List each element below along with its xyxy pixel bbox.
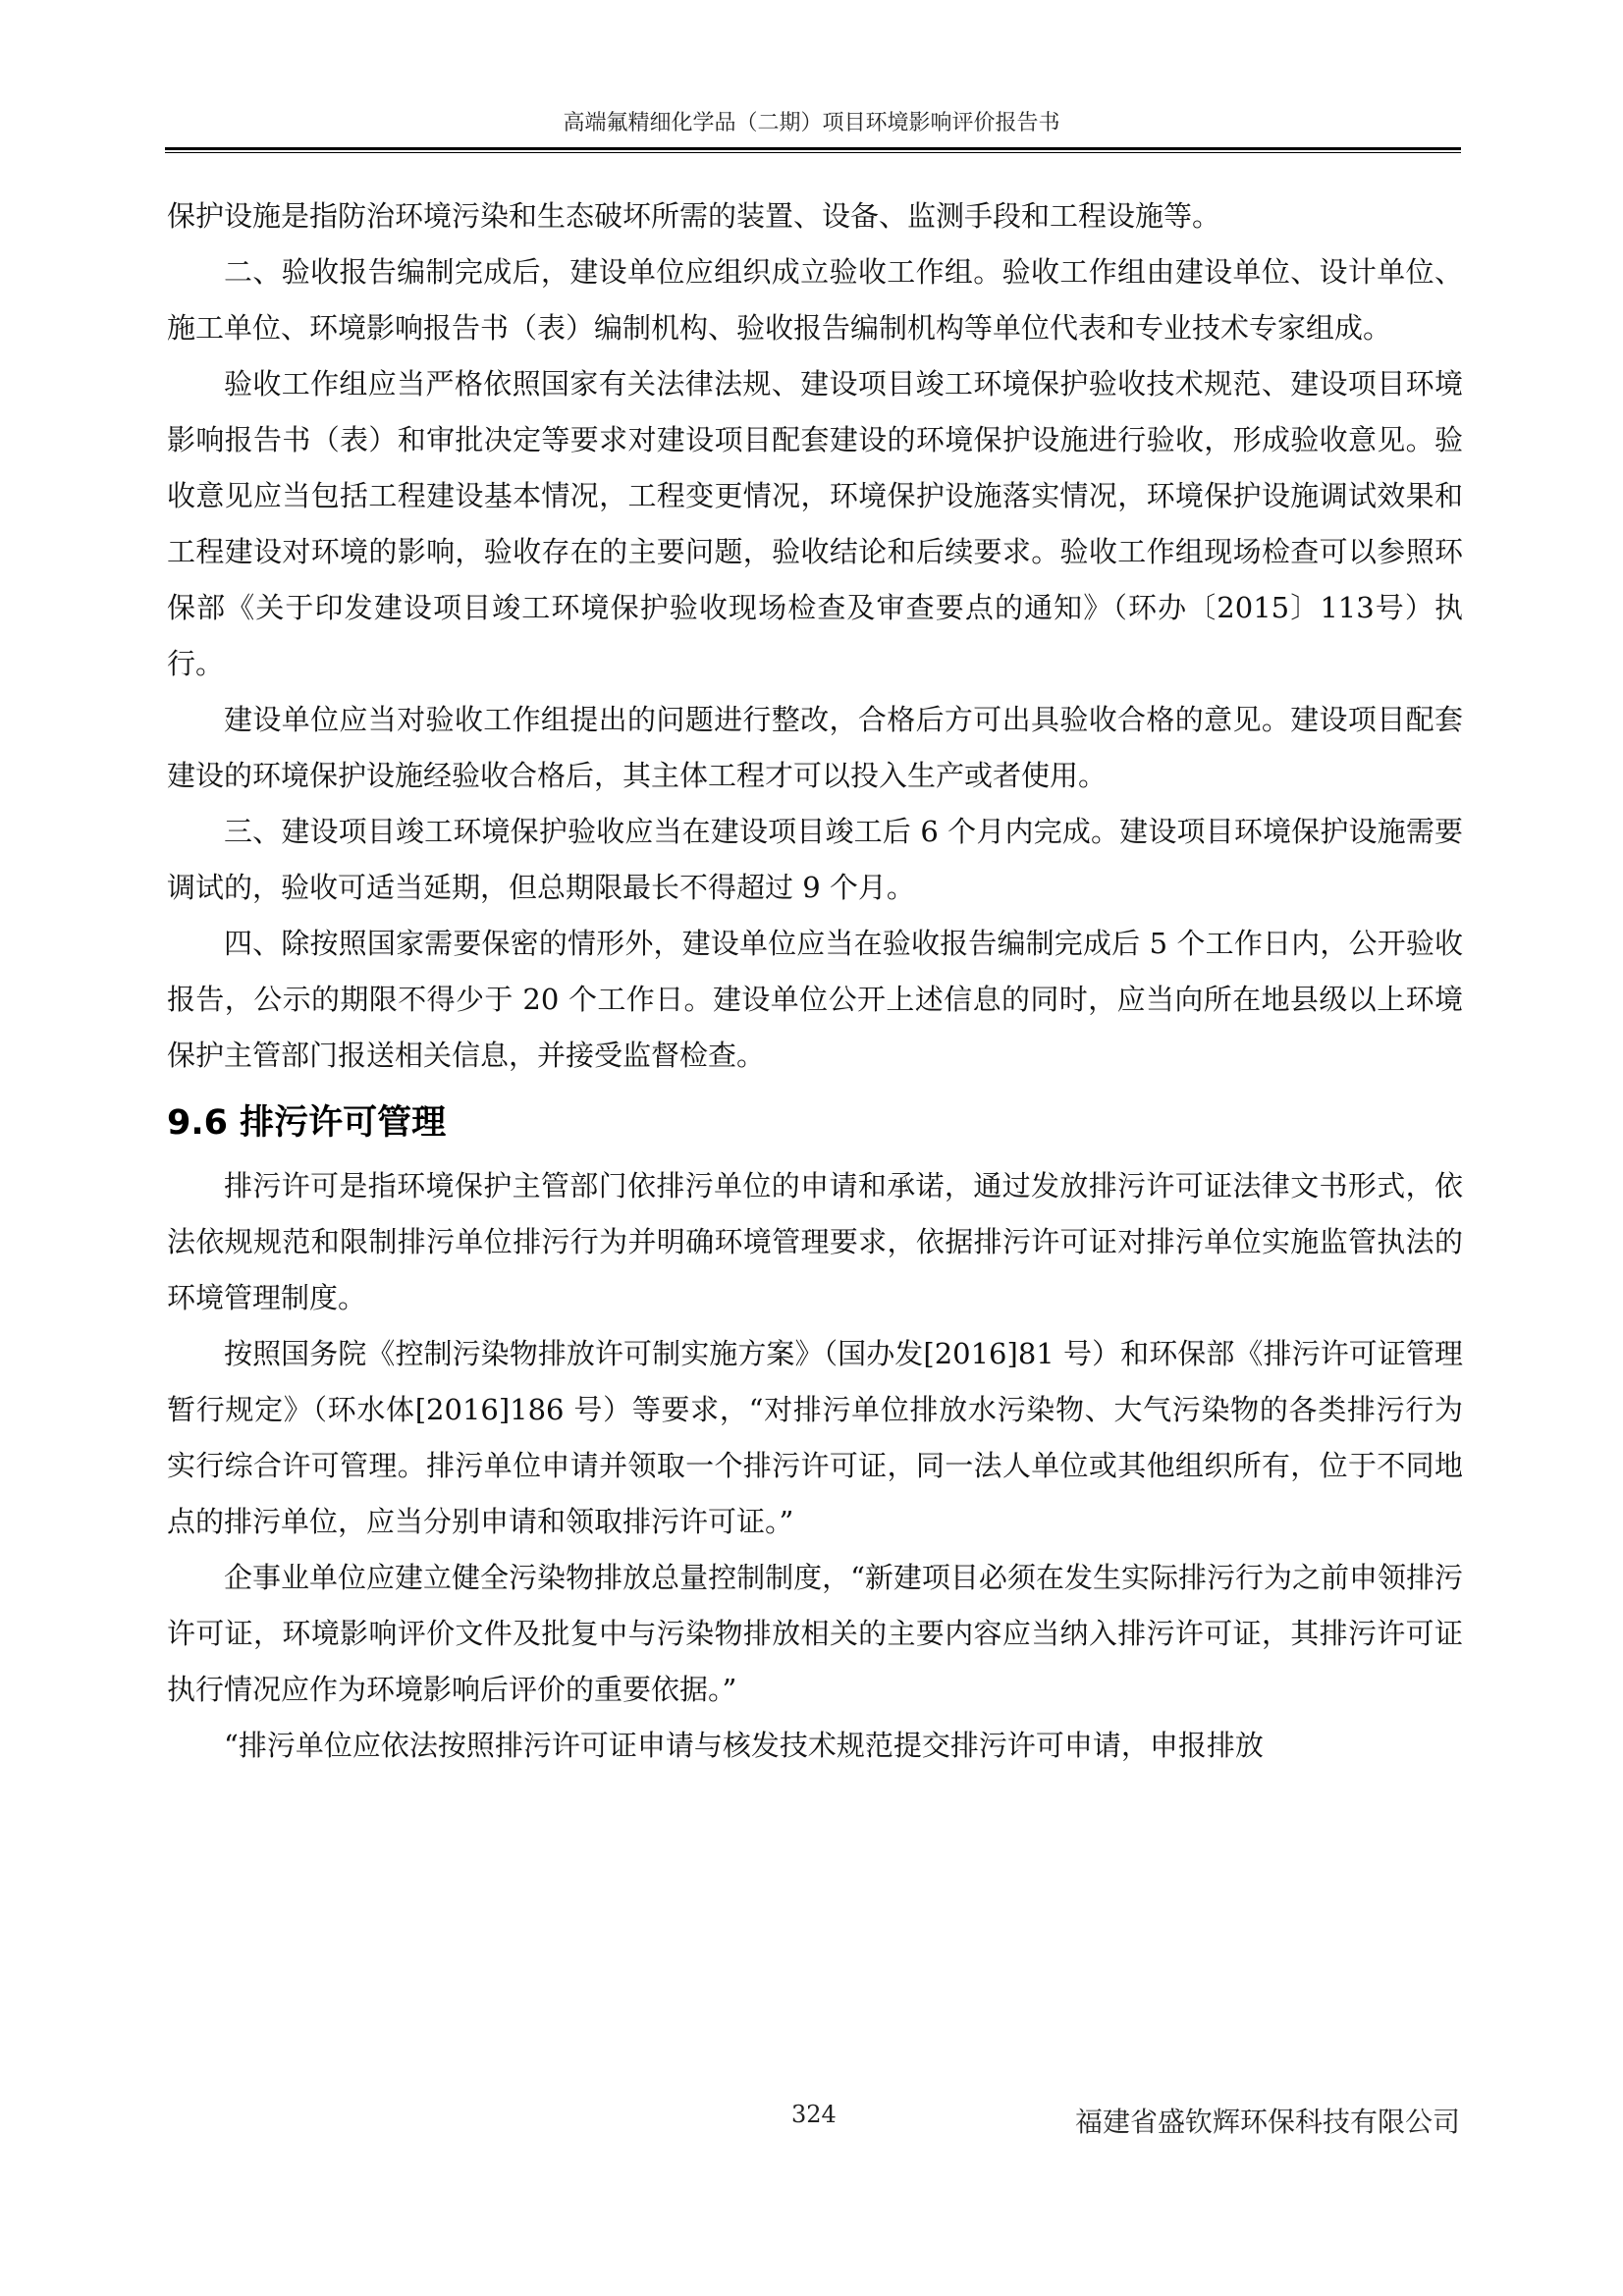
header-rule-thin bbox=[165, 152, 1461, 153]
paragraph-rectification: 建设单位应当对验收工作组提出的问题进行整改，合格后方可出具验收合格的意见。建设项目配套建设的环境保护设施经验收合格后，其主体工程才可以投入生产或者使用。 bbox=[167, 703, 1463, 792]
paragraph-acceptance-opinion: 验收工作组应当严格依照国家有关法律法规、建设项目竣工环境保护验收技术规范、建设项目环境影响报告书（表）和审批决定等要求对建设项目配套建设的环境保护设施进行验收，形成验收意见。验收意见应当包括工程建设基本情况，工程变更情况，环境保护设施落实情况，环境保护设施调试效果和工程建设对环境的影响，验收存在的主要问题，验收结论和后续要求。验收工作组现场检查可以参照环保部《关于印发建设项目竣工环境保护验收现场检查及审查要点的通知》（环办〔2015〕113号）执行。 bbox=[167, 367, 1463, 680]
paragraph-acceptance-group: 二、验收报告编制完成后，建设单位应组织成立验收工作组。验收工作组由建设单位、设计单位、施工单位、环境影响报告书（表）编制机构、验收报告编制机构等单位代表和专业技术专家组成。 bbox=[167, 255, 1463, 345]
section-heading: 9.6 排污许可管理 bbox=[167, 1103, 447, 1143]
page-number: 324 bbox=[791, 2101, 837, 2128]
paragraph-disclosure: 四、除按照国家需要保密的情形外，建设单位应当在验收报告编制完成后 5 个工作日内，公开验收报告，公示的期限不得少于 20 个工作日。建设单位公开上述信息的同时，应当向所在地县级以上环境保护主管部门报送相关信息，并接受监督检查。 bbox=[167, 927, 1463, 1072]
header-rule-thick bbox=[165, 147, 1461, 150]
paragraph-total-control: 企事业单位应建立健全污染物排放总量控制制度，“新建项目必须在发生实际排污行为之前申领排污许可证，环境影响评价文件及批复中与污染物排放相关的主要内容应当纳入排污许可证，其排污许可证执行情况应作为环境影响后评价的重要依据。” bbox=[167, 1561, 1463, 1706]
paragraph-continuation: 保护设施是指防治环境污染和生态破坏所需的装置、设备、监测手段和工程设施等。 bbox=[167, 199, 1221, 233]
paragraph-deadline: 三、建设项目竣工环境保护验收应当在建设项目竣工后 6 个月内完成。建设项目环境保护设施需要调试的，验收可适当延期，但总期限最长不得超过 9 个月。 bbox=[167, 815, 1463, 904]
company-name: 福建省盛钦辉环保科技有限公司 bbox=[1074, 2106, 1460, 2138]
page-body bbox=[167, 188, 1463, 1774]
paragraph-permit-definition: 排污许可是指环境保护主管部门依排污单位的申请和承诺，通过发放排污许可证法律文书形式，依法依规规范和限制排污单位排污行为并明确环境管理要求，依据排污许可证对排污单位实施监管执法的环境管理制度。 bbox=[167, 1169, 1463, 1314]
paragraph-permit-application: “排污单位应依法按照排污许可证申请与核发技术规范提交排污许可申请，申报排放 bbox=[224, 1729, 1264, 1762]
paragraph-permit-regulations: 按照国务院《控制污染物排放许可制实施方案》（国办发[2016]81 号）和环保部《排污许可证管理暂行规定》（环水体[2016]186 号）等要求，“对排污单位排放水污染物、大气污染物的各类排污行为实行综合许可管理。排污单位申请并领取一个排污许可证，同一法人单位或其他组织所有，位于不同地点的排污单位，应当分别申请和领取排污许可证。” bbox=[167, 1337, 1463, 1538]
running-header: 高端氟精细化学品（二期）项目环境影响评价报告书 bbox=[563, 111, 1060, 135]
